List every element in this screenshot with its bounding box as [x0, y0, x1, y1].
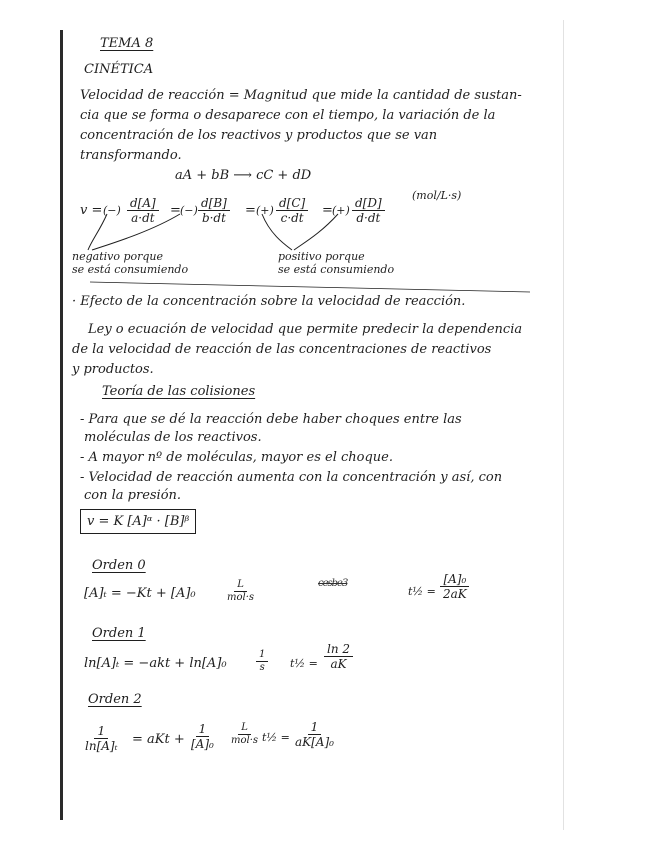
- collision-line: - Velocidad de reacción aumenta con la concentración y así, con: [80, 470, 503, 485]
- negative-note: negativo porque: [72, 250, 164, 263]
- order-2-mid: = aKt +: [132, 732, 185, 747]
- units-num: L: [238, 722, 251, 735]
- order-2-lhs: [82, 724, 121, 753]
- scribble: cesbe3: [318, 578, 348, 589]
- reaction-equation: aA + bB ⟶ cC + dD: [175, 168, 312, 183]
- lhs-den: ln[A]ₜ: [85, 739, 118, 753]
- order-2-title: Orden 2: [88, 692, 142, 707]
- rhs-den: [A]₀: [191, 737, 214, 751]
- order-0-units: [224, 579, 257, 604]
- subject-title: CINÉTICA: [84, 62, 154, 77]
- rate-term-num: d[A]: [127, 196, 159, 211]
- concentration-line: de la velocidad de reacción de las concentraciones de reactivos: [72, 342, 492, 357]
- lhs-num: 1: [94, 724, 108, 739]
- rate-v-label: v =: [80, 203, 103, 218]
- underline-stroke: [90, 282, 530, 292]
- order-1-half-label: t½ =: [290, 657, 318, 670]
- collision-line: - Para que se dé la reacción debe haber choques entre las: [80, 412, 462, 427]
- positive-arrow: [262, 214, 292, 250]
- order-1-half-life: [324, 642, 353, 671]
- positive-arrow: [294, 214, 338, 250]
- order-2-half-label: t½ =: [262, 731, 290, 744]
- order-1-title: Orden 1: [92, 626, 146, 641]
- order-0-equation: [A]ₜ = −Kt + [A]₀: [84, 586, 196, 601]
- order-0-title: Orden 0: [92, 558, 146, 573]
- equals-sign: =: [170, 203, 181, 218]
- half-num: ln 2: [324, 642, 353, 657]
- definition-line: Velocidad de reacción = Magnitud que mide la cantidad de sustan-: [80, 88, 522, 103]
- units-num: 1: [256, 649, 268, 662]
- order-1-equation: ln[A]ₜ = −akt + ln[A]₀: [84, 656, 227, 671]
- half-den: aK[A]₀: [295, 735, 334, 749]
- rate-term-num: d[D]: [352, 196, 385, 211]
- units-den: s: [259, 662, 265, 673]
- order-2-rhs: [188, 722, 217, 751]
- collision-heading: Teoría de las colisiones: [102, 384, 256, 399]
- rate-term-num: d[B]: [198, 196, 230, 211]
- negative-note: se está consumiendo: [72, 263, 189, 276]
- order-0-half-label: t½ =: [408, 585, 436, 598]
- units-den: mol·s: [227, 592, 255, 603]
- rate-term-num: d[C]: [276, 196, 308, 211]
- concentration-heading: · Efecto de la concentración sobre la velocidad de reacción.: [72, 294, 466, 309]
- rate-term-den: c·dt: [280, 211, 304, 225]
- half-num: 1: [308, 720, 322, 735]
- rate-term-den: a·dt: [131, 211, 155, 225]
- order-2-units: [228, 722, 261, 747]
- equals-sign: =: [322, 203, 333, 218]
- negative-arrow: [92, 214, 180, 250]
- sign-b: (−): [180, 204, 198, 217]
- order-1-units: [256, 649, 268, 674]
- tema-title: TEMA 8: [100, 36, 154, 51]
- rate-term-den: d·dt: [356, 211, 381, 225]
- positive-note: se está consumiendo: [278, 263, 395, 276]
- concentration-line: Ley o ecuación de velocidad que permite predecir la dependencia: [88, 322, 523, 337]
- sign-a: (−): [103, 204, 121, 217]
- rate-units: (mol/L·s): [412, 189, 462, 202]
- positive-note: positivo porque: [278, 250, 365, 263]
- definition-line: concentración de los reactivos y productos que se van: [80, 128, 438, 143]
- collision-line: - A mayor nº de moléculas, mayor es el choque.: [80, 450, 393, 465]
- rhs-num: 1: [196, 722, 210, 737]
- rate-law-box: v = K [A]ᵅ · [B]ᵝ: [80, 509, 196, 534]
- collision-line: con la presión.: [84, 488, 182, 503]
- negative-arrow: [88, 214, 107, 250]
- equals-sign: =: [245, 203, 256, 218]
- units-den: mol·s: [231, 735, 259, 746]
- sign-d: (+): [332, 204, 350, 217]
- units-num: L: [234, 579, 247, 592]
- sign-c: (+): [256, 204, 274, 217]
- collision-line: moléculas de los reactivos.: [84, 430, 262, 445]
- rate-term-den: b·dt: [201, 211, 226, 225]
- order-2-half-life: [292, 720, 337, 749]
- concentration-line: y productos.: [72, 362, 154, 377]
- half-den: 2aK: [443, 587, 467, 601]
- definition-line: cia que se forma o desaparece con el tiempo, la variación de la: [80, 108, 496, 123]
- half-num: [A]₀: [440, 572, 469, 587]
- half-den: aK: [330, 657, 347, 671]
- order-0-half-life: [440, 572, 470, 601]
- definition-line: transformando.: [80, 148, 182, 163]
